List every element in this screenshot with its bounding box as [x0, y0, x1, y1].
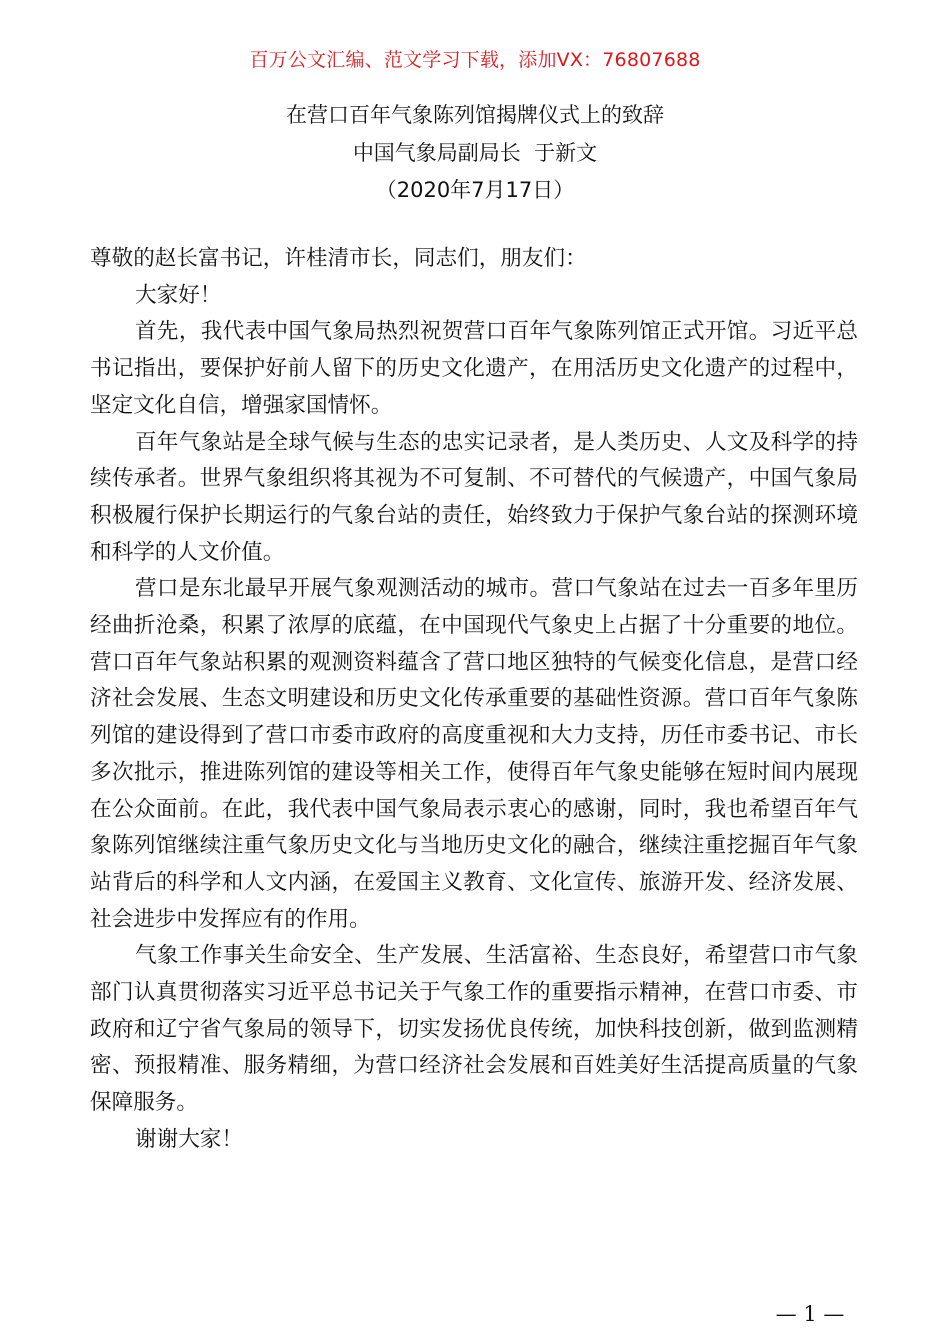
page-number: — 1 —	[775, 1302, 845, 1326]
paragraph-greeting: 大家好！	[135, 282, 222, 308]
download-banner: 百万公文汇编、范文学习下载，添加VX：76807688	[249, 49, 701, 71]
paragraph-thanks: 谢谢大家！	[135, 1126, 243, 1152]
document-title: 在营口百年气象陈列馆揭牌仪式上的致辞	[286, 103, 664, 127]
paragraph-expectations: 气象工作事关生命安全、生产发展、生活富裕、生态良好，希望营口市气象部门认真贯彻落实习近平总书记关于气象工作的重要指示精神，在营口市委、市政府和辽宁省气象局的领导下，切实发扬优良传统，加快科技创新，做到监测精密、预报精准、服务精细，为营口经济社会发展和百姓美好生活提高质量的气象保障服务。	[90, 943, 858, 1116]
speech-date: （2020年7月17日）	[375, 178, 575, 202]
speaker-line: 中国气象局副局长 于新文	[352, 140, 598, 165]
paragraph-yingkou-history: 营口是东北最早开展气象观测活动的城市。营口气象站在过去一百多年里历经曲折沧桑，积累了浓厚的底蕴，在中国现代气象史上占据了十分重要的地位。营口百年气象站积累的观测资料蕴含了营口地区独特的气候变化信息，是营口经济社会发展、生态文明建设和历史文化传承重要的基础性资源。营口百年气象陈列馆的建设得到了营口市委市政府的高度重视和大力支持，历任市委书记、市长多次批示，推进陈列馆的建设等相关工作，使得百年气象史能够在短时间内展现在公众面前。在此，我代表中国气象局表示衷心的感谢，同时，我也希望百年气象陈列馆继续注重气象历史文化与当地历史文化的融合，继续注重挖掘百年气象站背后的科学和人文内涵，在爱国主义教育、文化宣传、旅游开发、经济发展、社会进步中发挥应有的作用。	[90, 576, 858, 932]
speech-body	[90, 241, 858, 1159]
paragraph-century-stations: 百年气象站是全球气候与生态的忠实记录者，是人类历史、人文及科学的持续传承者。世界气象组织将其视为不可复制、不可替代的气候遗产，中国气象局积极履行保护长期运行的气象台站的责任，始终致力于保护气象台站的探测环境和科学的人文价值。	[90, 429, 858, 565]
paragraph-congratulations: 首先，我代表中国气象局热烈祝贺营口百年气象陈列馆正式开馆。习近平总书记指出，要保护好前人留下的历史文化遗产，在用活历史文化遗产的过程中，坚定文化自信，增强家国情怀。	[90, 319, 858, 418]
salutation: 尊敬的赵长富书记，许桂清市长，同志们，朋友们：	[90, 246, 587, 271]
document-header	[0, 97, 950, 210]
